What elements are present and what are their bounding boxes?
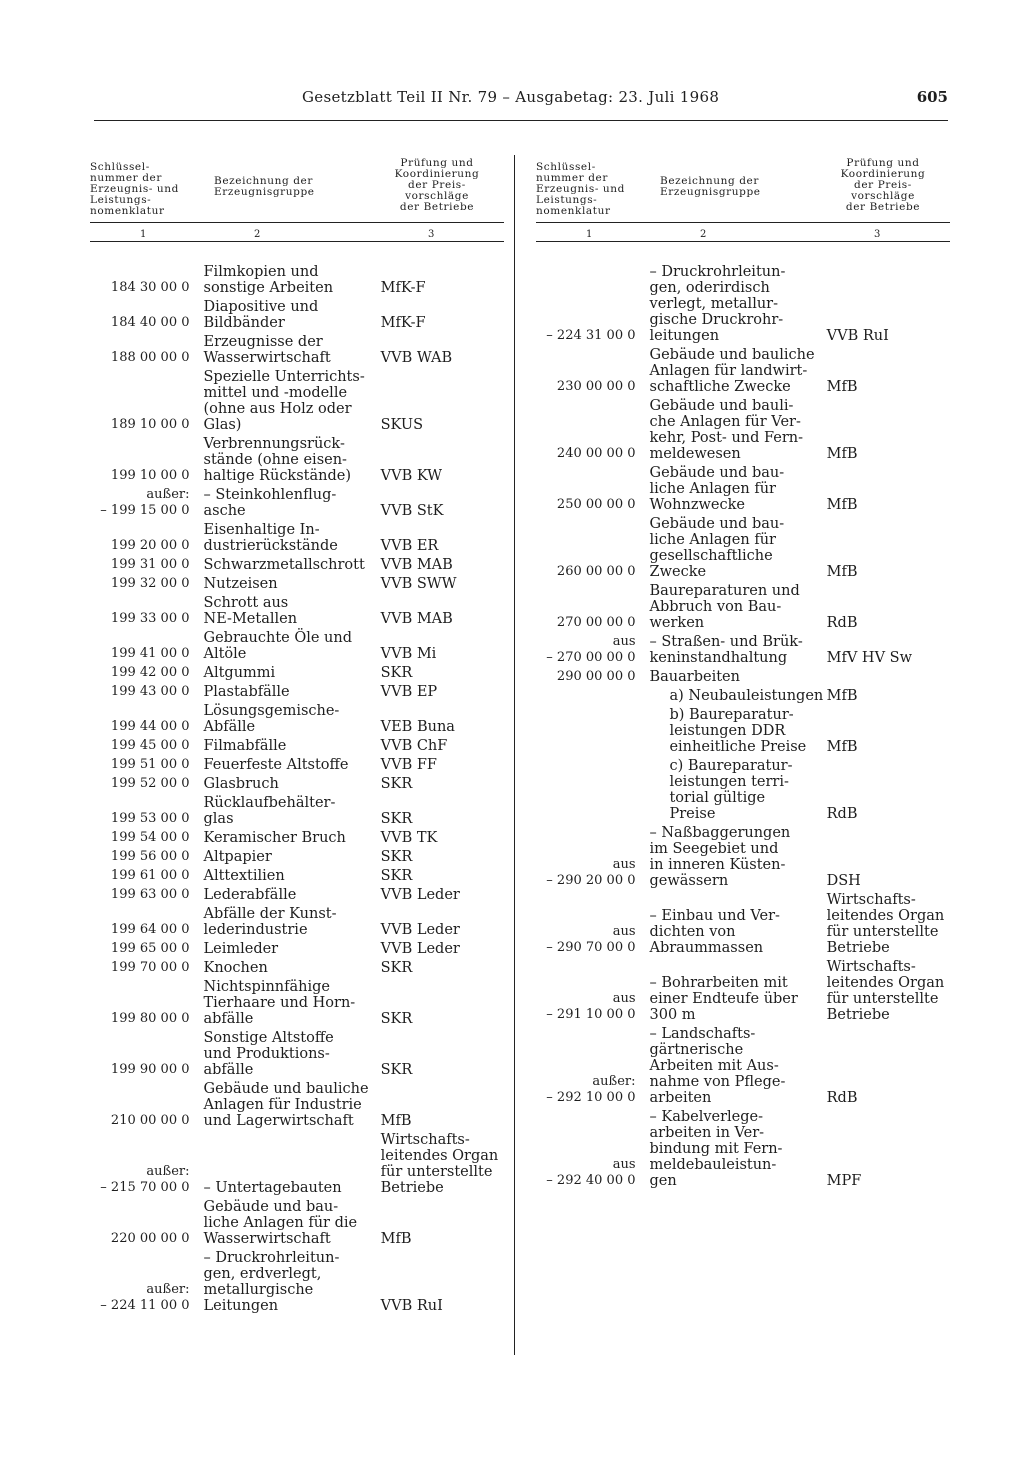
- header-review: Prüfung und Koordinierung der Preis- vorschläge der Betriebe: [394, 157, 480, 213]
- designation-cell: Lederabfälle: [203, 887, 297, 903]
- review-body-cell: MfB: [380, 1231, 412, 1247]
- review-body-cell: VVB StK: [380, 503, 444, 519]
- table-row: [90, 703, 504, 735]
- table-row: [536, 634, 950, 666]
- designation-cell: Leimleder: [203, 941, 279, 957]
- designation-cell: Rücklaufbehälter- glas: [203, 795, 336, 827]
- table-row: [90, 849, 504, 865]
- table-header: [536, 150, 950, 238]
- key-number-cell: 199 31 00 0: [110, 557, 190, 572]
- table-row: [90, 979, 504, 1027]
- designation-cell: – Naßbaggerungen im Seegebiet und in inneren Küsten- gewässern: [649, 825, 791, 889]
- key-number-cell: 199 53 00 0: [110, 811, 190, 826]
- designation-cell: Verbrennungsrück- stände (ohne eisen- haltige Rückstände): [203, 436, 351, 484]
- review-body-cell: DSH: [826, 873, 861, 889]
- key-number-cell: 230 00 00 0: [556, 379, 636, 394]
- designation-cell: – Kabelverlege- arbeiten in Ver- bindung mit Fern- meldebauleistun- gen: [649, 1109, 783, 1189]
- designation-cell: Sonstige Altstoffe und Produktions- abfälle: [203, 1030, 334, 1078]
- header-key-number: Schlüssel- nummer der Erzeugnis- und Leistungs- nomenklatur: [90, 161, 179, 217]
- key-number-cell: aus – 290 70 00 0: [546, 924, 636, 955]
- table-row: [536, 516, 950, 580]
- key-number-cell: 199 20 00 0: [110, 538, 190, 553]
- review-body-cell: VVB FF: [380, 757, 437, 773]
- designation-cell: Diapositive und Bildbänder: [203, 299, 319, 331]
- table-row: [90, 522, 504, 554]
- review-body-cell: SKR: [380, 1062, 413, 1078]
- table-row: [90, 757, 504, 773]
- review-body-cell: VVB Leder: [380, 887, 460, 903]
- designation-cell: – Druckrohrleitun- gen, oderirdisch verlegt, metallur- gische Druckrohr- leitungen: [649, 264, 786, 344]
- right-column: [536, 150, 950, 1192]
- designation-cell: Eisenhaltige In- dustrierückstände: [203, 522, 338, 554]
- key-number-cell: 220 00 00 0: [110, 1231, 190, 1246]
- table-row: [90, 1199, 504, 1247]
- header-designation: Bezeichnung der Erzeugnisgruppe: [660, 175, 761, 198]
- designation-cell: Altgummi: [203, 665, 276, 681]
- review-body-cell: RdB: [826, 615, 858, 631]
- designation-cell: Keramischer Bruch: [203, 830, 346, 846]
- header-rule: [94, 120, 948, 121]
- review-body-cell: RdB: [826, 806, 858, 822]
- table-header: [90, 150, 504, 238]
- key-number-cell: 199 64 00 0: [110, 922, 190, 937]
- key-number-cell: 240 00 00 0: [556, 446, 636, 461]
- review-body-cell: MfV HV Sw: [826, 650, 912, 666]
- designation-cell: b) Baureparatur- leistungen DDR einheitliche Preise: [669, 707, 807, 755]
- page-number: 605: [916, 88, 948, 106]
- review-body-cell: SKR: [380, 665, 413, 681]
- table-row: [90, 1081, 504, 1129]
- designation-cell: – Landschafts- gärtnerische Arbeiten mit Aus- nahme von Pflege- arbeiten: [649, 1026, 786, 1106]
- key-number-cell: 199 65 00 0: [110, 941, 190, 956]
- designation-cell: – Straßen- und Brük- keninstandhaltung: [649, 634, 803, 666]
- table-row: [90, 299, 504, 331]
- table-body: [536, 264, 950, 1189]
- review-body-cell: Wirtschafts- leitendes Organ für unterstellte Betriebe: [380, 1132, 499, 1196]
- key-number-cell: 270 00 00 0: [556, 615, 636, 630]
- review-body-cell: VVB RuI: [826, 328, 889, 344]
- key-number-cell: 199 42 00 0: [110, 665, 190, 680]
- designation-cell: Alttextilien: [203, 868, 285, 884]
- key-number-cell: 199 43 00 0: [110, 684, 190, 699]
- key-number-cell: 199 54 00 0: [110, 830, 190, 845]
- key-number-cell: 250 00 00 0: [556, 497, 636, 512]
- column-number-2: 2: [254, 229, 261, 240]
- table-row: [90, 487, 504, 519]
- table-row: [90, 830, 504, 846]
- designation-cell: Schrott aus NE-Metallen: [203, 595, 298, 627]
- review-body-cell: RdB: [826, 1090, 858, 1106]
- designation-cell: Nichtspinnfähige Tierhaare und Horn- abfälle: [203, 979, 356, 1027]
- header-rule-bottom: [90, 241, 504, 242]
- designation-cell: Abfälle der Kunst- lederindustrie: [203, 906, 337, 938]
- key-number-cell: 188 00 00 0: [110, 350, 190, 365]
- table-row: [90, 776, 504, 792]
- designation-cell: Knochen: [203, 960, 268, 976]
- key-number-cell: – 224 31 00 0: [546, 328, 636, 343]
- table-row: [90, 264, 504, 296]
- column-number-3: 3: [874, 229, 881, 240]
- designation-cell: Baureparaturen und Abbruch von Bau- werken: [649, 583, 800, 631]
- designation-cell: Gebäude und bau- liche Anlagen für Wohnzwecke: [649, 465, 785, 513]
- review-body-cell: VVB Leder: [380, 941, 460, 957]
- header-review: Prüfung und Koordinierung der Preis- vorschläge der Betriebe: [840, 157, 926, 213]
- designation-cell: – Bohrarbeiten mit einer Endteufe über 300 m: [649, 975, 798, 1023]
- key-number-cell: 199 45 00 0: [110, 738, 190, 753]
- table-row: [536, 758, 950, 822]
- review-body-cell: MfB: [380, 1113, 412, 1129]
- key-number-cell: 184 40 00 0: [110, 315, 190, 330]
- designation-cell: Gebäude und bau- liche Anlagen für die Wasserwirtschaft: [203, 1199, 358, 1247]
- review-body-cell: MfK-F: [380, 315, 426, 331]
- table-row: [536, 583, 950, 631]
- column-number-1: 1: [586, 229, 593, 240]
- key-number-cell: aus – 291 10 00 0: [546, 991, 636, 1022]
- designation-cell: Gebäude und bauliche Anlagen für Industrie und Lagerwirtschaft: [203, 1081, 369, 1129]
- table-row: [90, 960, 504, 976]
- review-body-cell: VVB KW: [380, 468, 443, 484]
- review-body-cell: MfB: [826, 739, 858, 755]
- review-body-cell: VVB WAB: [380, 350, 453, 366]
- review-body-cell: MPF: [826, 1173, 862, 1189]
- key-number-cell: 199 63 00 0: [110, 887, 190, 902]
- key-number-cell: 260 00 00 0: [556, 564, 636, 579]
- key-number-cell: aus – 270 00 00 0: [546, 634, 636, 665]
- designation-cell: Filmabfälle: [203, 738, 287, 754]
- table-row: [536, 688, 950, 704]
- review-body-cell: SKR: [380, 776, 413, 792]
- key-number-cell: 199 70 00 0: [110, 960, 190, 975]
- designation-cell: – Steinkohlenflug- asche: [203, 487, 337, 519]
- key-number-cell: 199 41 00 0: [110, 646, 190, 661]
- designation-cell: Gebäude und bauli- che Anlagen für Ver- kehr, Post- und Fern- meldewesen: [649, 398, 804, 462]
- designation-cell: Plastabfälle: [203, 684, 290, 700]
- designation-cell: a) Neubauleistungen: [669, 688, 824, 704]
- key-number-cell: 199 52 00 0: [110, 776, 190, 791]
- review-body-cell: VVB EP: [380, 684, 438, 700]
- review-body-cell: SKUS: [380, 417, 424, 433]
- review-body-cell: VVB TK: [380, 830, 438, 846]
- review-body-cell: Wirtschafts- leitendes Organ für unterstellte Betriebe: [826, 892, 945, 956]
- header-title: Gesetzblatt Teil II Nr. 79 – Ausgabetag: 23. Juli 1968: [302, 88, 720, 106]
- review-body-cell: SKR: [380, 811, 413, 827]
- designation-cell: Gebäude und bau- liche Anlagen für gesellschaftliche Zwecke: [649, 516, 785, 580]
- table-row: [90, 557, 504, 573]
- review-body-cell: VEB Buna: [380, 719, 455, 735]
- designation-cell: Erzeugnisse der Wasserwirtschaft: [203, 334, 331, 366]
- designation-cell: Filmkopien und sonstige Arbeiten: [203, 264, 334, 296]
- review-body-cell: VVB Leder: [380, 922, 460, 938]
- key-number-cell: außer: – 292 10 00 0: [546, 1074, 636, 1105]
- table-row: [90, 630, 504, 662]
- review-body-cell: VVB ChF: [380, 738, 448, 754]
- review-body-cell: MfB: [826, 688, 858, 704]
- table-row: [90, 1132, 504, 1196]
- table-row: [536, 892, 950, 956]
- designation-cell: Nutzeisen: [203, 576, 278, 592]
- table-row: [90, 684, 504, 700]
- key-number-cell: 199 44 00 0: [110, 719, 190, 734]
- key-number-cell: aus – 292 40 00 0: [546, 1157, 636, 1188]
- table-row: [90, 334, 504, 366]
- table-row: [90, 369, 504, 433]
- header-rule-top: [536, 222, 950, 223]
- table-row: [90, 795, 504, 827]
- review-body-cell: MfB: [826, 497, 858, 513]
- review-body-cell: MfB: [826, 379, 858, 395]
- designation-cell: Feuerfeste Altstoffe: [203, 757, 349, 773]
- review-body-cell: VVB ER: [380, 538, 439, 554]
- key-number-cell: außer: – 224 11 00 0: [100, 1282, 190, 1313]
- column-number-1: 1: [140, 229, 147, 240]
- key-number-cell: 290 00 00 0: [556, 669, 636, 684]
- review-body-cell: VVB MAB: [380, 611, 453, 627]
- table-row: [90, 941, 504, 957]
- left-column: [90, 150, 504, 1317]
- table-row: [90, 906, 504, 938]
- key-number-cell: 210 00 00 0: [110, 1113, 190, 1128]
- header-designation: Bezeichnung der Erzeugnisgruppe: [214, 175, 315, 198]
- review-body-cell: VVB Mi: [380, 646, 437, 662]
- review-body-cell: MfK-F: [380, 280, 426, 296]
- table-row: [536, 465, 950, 513]
- review-body-cell: Wirtschafts- leitendes Organ für unterstellte Betriebe: [826, 959, 945, 1023]
- designation-cell: Glasbruch: [203, 776, 279, 792]
- key-number-cell: 199 61 00 0: [110, 868, 190, 883]
- table-row: [536, 1026, 950, 1106]
- header-rule-top: [90, 222, 504, 223]
- table-row: [536, 347, 950, 395]
- table-row: [90, 576, 504, 592]
- column-number-2: 2: [700, 229, 707, 240]
- table-row: [90, 887, 504, 903]
- column-number-3: 3: [428, 229, 435, 240]
- designation-cell: – Einbau und Ver- dichten von Abraummassen: [649, 908, 780, 956]
- designation-cell: – Untertagebauten: [203, 1180, 342, 1196]
- table-row: [90, 1250, 504, 1314]
- table-row: [90, 436, 504, 484]
- review-body-cell: SKR: [380, 960, 413, 976]
- review-body-cell: VVB MAB: [380, 557, 453, 573]
- header-rule-bottom: [536, 241, 950, 242]
- review-body-cell: SKR: [380, 1011, 413, 1027]
- table-row: [536, 1109, 950, 1189]
- designation-cell: Spezielle Unterrichts- mittel und -modelle (ohne aus Holz oder Glas): [203, 369, 365, 433]
- designation-cell: Lösungsgemische- Abfälle: [203, 703, 340, 735]
- key-number-cell: 199 90 00 0: [110, 1062, 190, 1077]
- page-header: [96, 88, 948, 110]
- review-body-cell: MfB: [826, 446, 858, 462]
- review-body-cell: SKR: [380, 849, 413, 865]
- key-number-cell: 184 30 00 0: [110, 280, 190, 295]
- designation-cell: – Druckrohrleitun- gen, erdverlegt, metallurgische Leitungen: [203, 1250, 340, 1314]
- column-divider: [514, 155, 515, 1355]
- table-row: [90, 1030, 504, 1078]
- key-number-cell: außer: – 215 70 00 0: [100, 1164, 190, 1195]
- key-number-cell: 199 51 00 0: [110, 757, 190, 772]
- designation-cell: Bauarbeiten: [649, 669, 740, 685]
- table-row: [90, 665, 504, 681]
- table-row: [90, 868, 504, 884]
- key-number-cell: aus – 290 20 00 0: [546, 857, 636, 888]
- table-row: [536, 264, 950, 344]
- table-row: [536, 398, 950, 462]
- key-number-cell: 199 32 00 0: [110, 576, 190, 591]
- table-row: [536, 669, 950, 685]
- key-number-cell: 199 80 00 0: [110, 1011, 190, 1026]
- designation-cell: c) Baureparatur- leistungen terri- torial gültige Preise: [669, 758, 793, 822]
- table-row: [536, 825, 950, 889]
- key-number-cell: 199 56 00 0: [110, 849, 190, 864]
- designation-cell: Gebrauchte Öle und Altöle: [203, 630, 353, 662]
- key-number-cell: 199 10 00 0: [110, 468, 190, 483]
- table-body: [90, 264, 504, 1314]
- review-body-cell: MfB: [826, 564, 858, 580]
- key-number-cell: außer: – 199 15 00 0: [100, 487, 190, 518]
- key-number-cell: 189 10 00 0: [110, 417, 190, 432]
- table-row: [90, 595, 504, 627]
- designation-cell: Altpapier: [203, 849, 272, 865]
- review-body-cell: SKR: [380, 868, 413, 884]
- designation-cell: Gebäude und bauliche Anlagen für landwirt- schaftliche Zwecke: [649, 347, 815, 395]
- review-body-cell: VVB SWW: [380, 576, 457, 592]
- table-row: [536, 959, 950, 1023]
- designation-cell: Schwarzmetallschrott: [203, 557, 365, 573]
- header-key-number: Schlüssel- nummer der Erzeugnis- und Leistungs- nomenklatur: [536, 161, 625, 217]
- review-body-cell: VVB RuI: [380, 1298, 443, 1314]
- table-row: [90, 738, 504, 754]
- table-row: [536, 707, 950, 755]
- key-number-cell: 199 33 00 0: [110, 611, 190, 626]
